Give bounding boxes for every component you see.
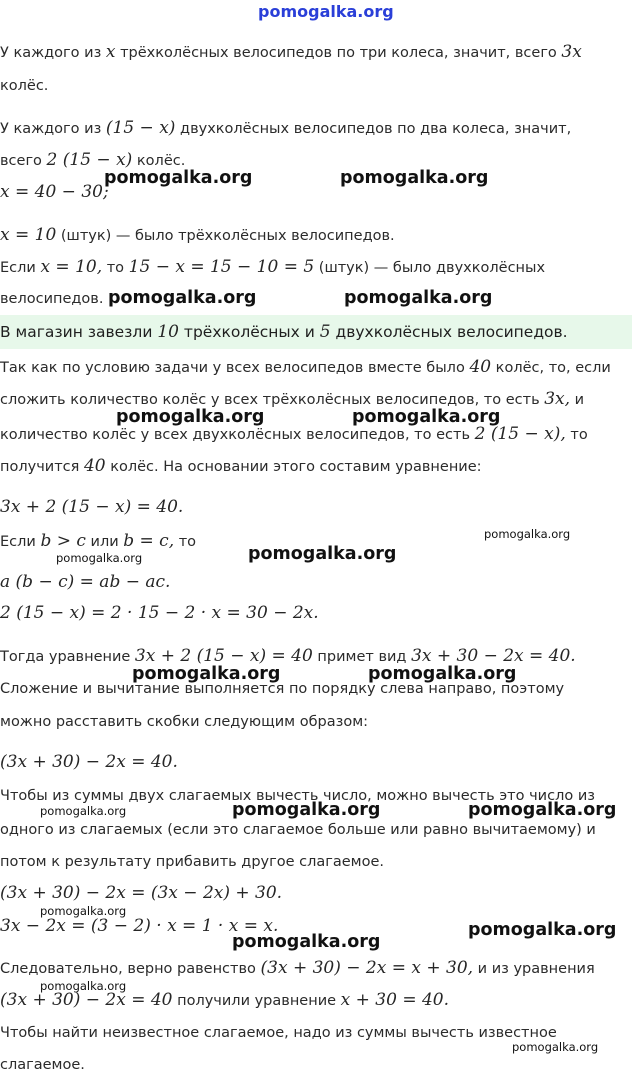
text-line: Тогда уравнение 3x + 2 (15 − x) = 40 примет вид 3x + 30 − 2x = 40. (0, 646, 576, 666)
text-line: Следовательно, верно равенство (3x + 30) − 2x = x + 30, и из уравнения (0, 958, 595, 978)
text-line: колёс. (0, 78, 49, 94)
text-line: велосипедов. (0, 291, 104, 307)
watermark: pomogalka.org (344, 288, 493, 308)
math-line: 3x + 2 (15 − x) = 40. (0, 497, 184, 517)
watermark-small: pomogalka.org (512, 1040, 599, 1054)
watermark: pomogalka.org (468, 800, 617, 820)
watermark-top: pomogalka.org (258, 2, 394, 21)
math-line: (3x + 30) − 2x = 40. (0, 752, 178, 772)
text-line: слагаемое. (0, 1057, 85, 1073)
watermark-small: pomogalka.org (40, 979, 127, 993)
watermark-small: pomogalka.org (56, 551, 143, 565)
watermark-small: pomogalka.org (484, 527, 571, 541)
watermark: pomogalka.org (104, 168, 253, 188)
math-line: a (b − c) = ab − ac. (0, 572, 171, 592)
text-line: получится 40 колёс. На основании этого составим уравнение: (0, 456, 482, 476)
text-line: У каждого из x трёхколёсных велосипедов по три колеса, значит, всего 3x (0, 42, 582, 62)
text-line: Сложение и вычитание выполняется по порядку слева направо, поэтому (0, 681, 565, 697)
math-line: x = 40 − 30; (0, 182, 109, 202)
text-line: сложить количество колёс у всех трёхколёсных велосипедов, то есть 3x, и (0, 389, 585, 409)
math-line: (3x + 30) − 2x = (3x − 2x) + 30. (0, 883, 283, 903)
text-line: всего 2 (15 − x) колёс. (0, 150, 186, 170)
math-line: 2 (15 − x) = 2 · 15 − 2 · x = 30 − 2x. (0, 603, 319, 623)
watermark: pomogalka.org (108, 288, 257, 308)
watermark: pomogalka.org (468, 920, 617, 940)
text-line: можно расставить скобки следующим образом: (0, 714, 369, 730)
text-line: количество колёс у всех двухколёсных велосипедов, то есть 2 (15 − x), то (0, 424, 588, 444)
text-line: потом к результату прибавить другое слагаемое. (0, 854, 385, 870)
text-line: У каждого из (15 − x) двухколёсных велосипедов по два колеса, значит, (0, 118, 572, 138)
text-line: Если x = 10, то 15 − x = 15 − 10 = 5 (штук) — было двухколёсных (0, 257, 546, 277)
text-line: Так как по условию задачи у всех велосипедов вместе было 40 колёс, то, если (0, 357, 611, 377)
watermark: pomogalka.org (248, 544, 397, 564)
text-line: (3x + 30) − 2x = 40 получили уравнение x + 30 = 40. (0, 990, 450, 1010)
watermark-small: pomogalka.org (40, 804, 127, 818)
answer-line: В магазин завезли 10 трёхколёсных и 5 двухколёсных велосипедов. (0, 322, 568, 342)
text-line: Чтобы найти неизвестное слагаемое, надо из суммы вычесть известное (0, 1025, 557, 1041)
text-line: одного из слагаемых (если это слагаемое больше или равно вычитаемому) и (0, 822, 596, 838)
watermark-small: pomogalka.org (40, 904, 127, 918)
watermark: pomogalka.org (352, 407, 501, 427)
watermark: pomogalka.org (340, 168, 489, 188)
text-line: Чтобы из суммы двух слагаемых вычесть число, можно вычесть это число из (0, 788, 595, 804)
watermark: pomogalka.org (116, 407, 265, 427)
text-line: Если b > c или b = c, то (0, 531, 197, 551)
text-line: x = 10 (штук) — было трёхколёсных велосипедов. (0, 225, 395, 245)
math-line: 3x − 2x = (3 − 2) · x = 1 · x = x. (0, 916, 279, 936)
watermark: pomogalka.org (232, 932, 381, 952)
watermark: pomogalka.org (132, 664, 281, 684)
watermark: pomogalka.org (232, 800, 381, 820)
watermark: pomogalka.org (368, 664, 517, 684)
